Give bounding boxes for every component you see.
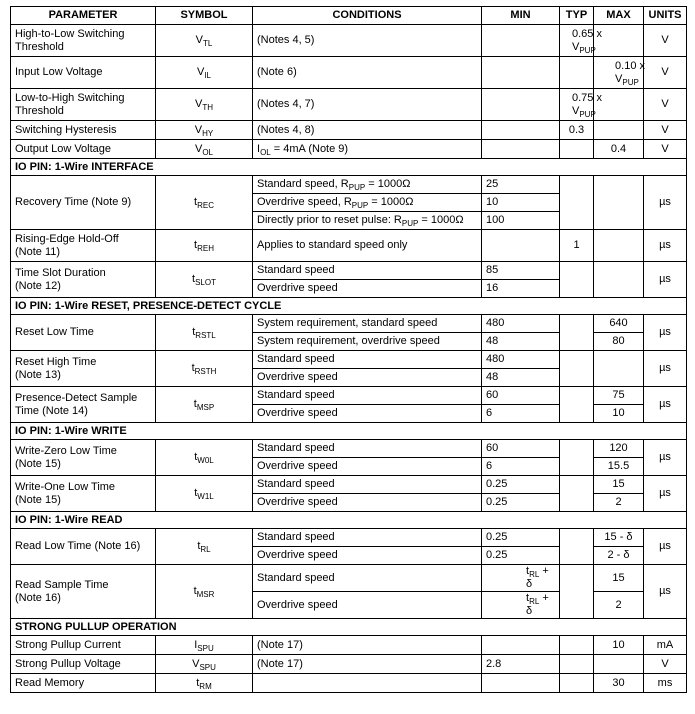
param-line1: Time Slot Duration	[15, 266, 106, 279]
min-text: t	[526, 592, 530, 604]
min-cell: 48	[482, 333, 560, 351]
symbol-text: V	[194, 142, 203, 155]
units-cell: µs	[644, 387, 687, 423]
param-cell: Output Low Voltage	[11, 140, 156, 159]
symbol-subscript: HY	[202, 128, 214, 138]
max-cell	[594, 121, 644, 140]
conditions-cell: Standard speed	[253, 529, 482, 547]
units-cell: µs	[644, 351, 687, 387]
conditions-cell: System requirement, standard speed	[253, 315, 482, 333]
units-cell: µs	[644, 440, 687, 476]
conditions-cell: Overdrive speed	[253, 405, 482, 423]
conditions-cell: Overdrive speed	[253, 592, 482, 619]
max-cell: 75	[594, 387, 644, 405]
section-row-interface	[11, 159, 687, 176]
col-header-conditions: CONDITIONS	[253, 7, 482, 25]
min-text: t	[526, 565, 530, 577]
min-cell: 2.8	[482, 655, 560, 674]
symbol-text: t	[197, 540, 201, 552]
typ-value-line2: V	[572, 40, 580, 53]
symbol-subscript: RL	[200, 545, 211, 554]
max-cell: 10	[594, 405, 644, 423]
symbol-subscript: OL	[202, 147, 213, 157]
param-cell: Recovery Time (Note 9)	[11, 176, 156, 230]
conditions-cell: Standard speed	[253, 476, 482, 494]
max-cell	[594, 351, 644, 387]
symbol-subscript: W1L	[197, 492, 214, 501]
table-row-vspu	[11, 655, 687, 674]
table-row-vol	[11, 140, 687, 159]
table-row-tmsp	[11, 387, 687, 405]
min-subscript: RL	[529, 570, 540, 579]
symbol-subscript: MSP	[196, 403, 215, 412]
conditions-cell: Standard speed	[253, 565, 482, 592]
max-cell: 15	[594, 565, 644, 592]
symbol-cell	[156, 565, 253, 619]
param-line2: Time (Note 14)	[15, 404, 88, 417]
min-cell: 100	[482, 212, 560, 230]
typ-value-line1: 0.75 x	[572, 91, 602, 104]
conditions-cell: System requirement, overdrive speed	[253, 333, 482, 351]
conditions-cell	[253, 212, 482, 230]
min-cell	[482, 140, 560, 159]
section-row-write	[11, 423, 687, 440]
symbol-cell	[156, 674, 253, 693]
symbol-cell	[156, 230, 253, 262]
max-cell: 15.5	[594, 458, 644, 476]
min-cell: 0.25	[482, 476, 560, 494]
units-cell: µs	[644, 315, 687, 351]
min-cell: 0.25	[482, 494, 560, 512]
symbol-text: t	[192, 273, 196, 285]
conditions-cell: (Notes 4, 5)	[253, 25, 482, 57]
table-row-vtl	[11, 25, 687, 57]
typ-cell	[560, 140, 594, 159]
typ-cell	[560, 674, 594, 693]
symbol-text: t	[191, 362, 195, 374]
electrical-characteristics-table	[10, 6, 687, 693]
symbol-subscript: SLOT	[195, 278, 216, 287]
param-line2: (Note 15)	[15, 457, 61, 470]
typ-cell	[560, 440, 594, 476]
conditions-cell: Overdrive speed	[253, 458, 482, 476]
conditions-cell: Standard speed	[253, 440, 482, 458]
max-cell: 120	[594, 440, 644, 458]
symbol-cell	[156, 655, 253, 674]
symbol-text: t	[192, 326, 196, 338]
symbol-cell	[156, 387, 253, 423]
param-cell: Read Memory	[11, 674, 156, 693]
table-row-vil	[11, 57, 687, 89]
min-cell: 60	[482, 387, 560, 405]
conditions-text: I	[257, 142, 261, 155]
param-line1: Write-Zero Low Time	[15, 444, 117, 457]
param-cell: Switching Hysteresis	[11, 121, 156, 140]
param-line2: (Note 12)	[15, 279, 61, 292]
symbol-text: t	[193, 398, 197, 410]
symbol-text: t	[194, 239, 198, 251]
max-cell	[594, 655, 644, 674]
conditions-cell	[253, 674, 482, 693]
symbol-cell	[156, 121, 253, 140]
min-cell	[482, 121, 560, 140]
conditions-cell: Standard speed	[253, 262, 482, 280]
typ-cell	[560, 387, 594, 423]
min-cell	[482, 57, 560, 89]
max-cell: 30	[594, 674, 644, 693]
param-line2: (Note 15)	[15, 493, 61, 506]
max-cell	[594, 176, 644, 230]
symbol-subscript: TH	[202, 103, 213, 112]
section-row-reset	[11, 298, 687, 315]
symbol-subscript: RM	[199, 681, 212, 691]
typ-cell: 0.3	[560, 121, 594, 140]
min-cell	[482, 674, 560, 693]
param-line1: Read Sample Time	[15, 578, 109, 591]
param-line2: (Note 11)	[15, 245, 61, 258]
conditions-text-rest: = 4mA (Note 9)	[270, 142, 349, 155]
min-cell	[482, 636, 560, 655]
param-cell: Read Low Time (Note 16)	[11, 529, 156, 565]
conditions-subscript: PUP	[401, 219, 419, 228]
header-row	[11, 7, 687, 25]
max-cell: 2 - δ	[594, 547, 644, 565]
symbol-cell	[156, 176, 253, 230]
col-header-min: MIN	[482, 7, 560, 25]
max-cell: 15	[594, 476, 644, 494]
min-cell	[482, 565, 560, 592]
param-line2: (Note 13)	[15, 368, 61, 381]
max-cell: 640	[594, 315, 644, 333]
conditions-text: Directly prior to reset pulse: R	[257, 214, 402, 226]
col-header-max: MAX	[594, 7, 644, 25]
col-header-units: UNITS	[644, 7, 687, 25]
units-cell: µs	[644, 565, 687, 619]
section-title: IO PIN: 1-Wire WRITE	[11, 423, 687, 440]
symbol-cell	[156, 140, 253, 159]
typ-cell	[560, 25, 602, 57]
max-cell	[594, 262, 644, 298]
param-cell: Input Low Voltage	[11, 57, 156, 89]
min-cell: 6	[482, 405, 560, 423]
table-row-trm	[11, 674, 687, 693]
symbol-subscript: REC	[197, 201, 214, 210]
min-cell: 0.25	[482, 529, 560, 547]
section-row-pullup	[11, 619, 687, 636]
conditions-cell	[253, 194, 482, 212]
symbol-cell	[156, 57, 253, 89]
conditions-cell: Standard speed	[253, 387, 482, 405]
symbol-text: t	[194, 451, 198, 463]
symbol-cell	[156, 351, 253, 387]
symbol-text: t	[193, 585, 197, 597]
param-cell: Low-to-High Switching Threshold	[11, 89, 156, 121]
conditions-cell: Overdrive speed	[253, 547, 482, 565]
units-cell: V	[644, 655, 687, 674]
param-cell: Strong Pullup Voltage	[11, 655, 156, 674]
max-cell: 2	[594, 592, 644, 619]
typ-value-line1: 0.65 x	[572, 27, 602, 40]
symbol-subscript: REH	[197, 244, 214, 253]
param-cell	[11, 230, 156, 262]
conditions-cell: (Note 17)	[253, 655, 482, 674]
typ-cell	[560, 262, 594, 298]
min-text-rest: + δ	[526, 565, 549, 590]
max-value-subscript: PUP	[622, 77, 639, 87]
table-row-vth	[11, 89, 687, 121]
min-cell: 48	[482, 369, 560, 387]
typ-value-subscript: PUP	[579, 109, 596, 119]
conditions-cell: (Note 6)	[253, 57, 482, 89]
typ-cell: 1	[560, 230, 594, 262]
typ-cell	[560, 315, 594, 351]
min-cell: 16	[482, 280, 560, 298]
symbol-subscript: SPU	[199, 662, 216, 672]
min-cell	[482, 592, 560, 619]
param-line1: Write-One Low Time	[15, 480, 116, 493]
max-cell: 10	[594, 636, 644, 655]
symbol-text: V	[196, 66, 205, 78]
max-cell	[594, 230, 644, 262]
min-text-rest: + δ	[526, 592, 549, 617]
units-cell: V	[644, 89, 687, 121]
min-cell: 0.25	[482, 547, 560, 565]
units-cell: V	[644, 121, 687, 140]
min-cell: 10	[482, 194, 560, 212]
min-cell: 480	[482, 351, 560, 369]
min-cell	[482, 89, 560, 121]
min-cell: 85	[482, 262, 560, 280]
typ-cell	[560, 57, 594, 89]
conditions-text-rest: = 1000Ω	[418, 214, 464, 226]
conditions-cell	[253, 140, 482, 159]
units-cell: mA	[644, 636, 687, 655]
typ-cell	[560, 655, 594, 674]
min-cell: 60	[482, 440, 560, 458]
conditions-cell: (Notes 4, 8)	[253, 121, 482, 140]
symbol-text: V	[195, 34, 203, 46]
symbol-text: V	[192, 657, 200, 670]
typ-cell	[560, 636, 594, 655]
symbol-subscript: IL	[204, 71, 211, 80]
conditions-cell: Overdrive speed	[253, 369, 482, 387]
param-line1: Presence-Detect Sample	[15, 391, 138, 404]
typ-cell	[560, 351, 594, 387]
typ-cell	[560, 89, 602, 121]
min-cell	[482, 25, 560, 57]
conditions-subscript: PUP	[351, 201, 369, 210]
param-cell	[11, 262, 156, 298]
max-cell: 0.4	[594, 140, 644, 159]
symbol-subscript: MSR	[196, 590, 215, 599]
min-cell: 6	[482, 458, 560, 476]
units-cell: µs	[644, 476, 687, 512]
conditions-cell: Applies to standard speed only	[253, 230, 482, 262]
symbol-cell	[156, 440, 253, 476]
typ-cell	[560, 529, 594, 565]
table-row-trstl	[11, 315, 687, 333]
conditions-text-rest: = 1000Ω	[365, 178, 411, 190]
param-cell	[11, 565, 156, 619]
symbol-text: t	[194, 487, 198, 499]
symbol-text: t	[194, 196, 198, 208]
conditions-subscript: PUP	[348, 183, 366, 192]
table-row-tslot	[11, 262, 687, 280]
table-row-ispu	[11, 636, 687, 655]
conditions-cell: (Notes 4, 7)	[253, 89, 482, 121]
table-row-tw0l	[11, 440, 687, 458]
symbol-subscript: TL	[203, 39, 213, 48]
max-value-line2: V	[615, 72, 623, 85]
col-header-symbol: SYMBOL	[156, 7, 253, 25]
units-cell: µs	[644, 230, 687, 262]
symbol-text: V	[194, 98, 203, 110]
symbol-text: V	[194, 123, 203, 136]
param-line2: (Note 16)	[15, 591, 61, 604]
section-title: IO PIN: 1-Wire INTERFACE	[11, 159, 687, 176]
param-cell	[11, 440, 156, 476]
max-cell: 80	[594, 333, 644, 351]
section-row-read	[11, 512, 687, 529]
conditions-cell: Overdrive speed	[253, 280, 482, 298]
table-row-tw1l	[11, 476, 687, 494]
table-row-tmsr	[11, 565, 687, 592]
symbol-cell	[156, 476, 253, 512]
param-cell	[11, 476, 156, 512]
symbol-cell	[156, 529, 253, 565]
param-cell: High-to-Low Switching Threshold	[11, 25, 156, 57]
conditions-cell: Overdrive speed	[253, 494, 482, 512]
max-cell: 2	[594, 494, 644, 512]
typ-value-subscript: PUP	[579, 45, 596, 55]
units-cell: ms	[644, 674, 687, 693]
symbol-cell	[156, 315, 253, 351]
col-header-parameter: PARAMETER	[11, 7, 156, 25]
units-cell: µs	[644, 529, 687, 565]
symbol-text: I	[194, 638, 198, 651]
table-row-trec	[11, 176, 687, 194]
units-cell: V	[644, 140, 687, 159]
min-cell: 480	[482, 315, 560, 333]
typ-cell	[560, 176, 594, 230]
symbol-cell	[156, 636, 253, 655]
symbol-subscript: W0L	[197, 456, 214, 465]
conditions-cell: (Note 17)	[253, 636, 482, 655]
symbol-cell	[156, 262, 253, 298]
max-cell: 15 - δ	[594, 529, 644, 547]
units-cell: V	[644, 57, 687, 89]
param-cell: Reset Low Time	[11, 315, 156, 351]
param-line1: Rising-Edge Hold-Off	[15, 232, 119, 245]
section-title: IO PIN: 1-Wire RESET, PRESENCE-DETECT CYCLE	[11, 298, 687, 315]
units-cell: µs	[644, 262, 687, 298]
table-row-trl	[11, 529, 687, 547]
min-cell	[482, 230, 560, 262]
max-value-line1: 0.10 x	[615, 59, 645, 72]
param-cell	[11, 387, 156, 423]
table-row-treh	[11, 230, 687, 262]
typ-cell	[560, 565, 594, 619]
symbol-subscript: RSTH	[194, 367, 217, 376]
table-row-trsth	[11, 351, 687, 369]
section-title: IO PIN: 1-Wire READ	[11, 512, 687, 529]
symbol-text: t	[196, 676, 200, 689]
symbol-cell	[156, 89, 253, 121]
table-row-vhy	[11, 121, 687, 140]
col-header-typ: TYP	[560, 7, 594, 25]
symbol-subscript: SPU	[197, 643, 214, 653]
param-cell	[11, 351, 156, 387]
conditions-text: Overdrive speed, R	[257, 196, 352, 208]
conditions-subscript: OL	[260, 147, 271, 157]
units-cell: V	[644, 25, 687, 57]
units-cell: µs	[644, 176, 687, 230]
conditions-cell: Standard speed	[253, 351, 482, 369]
conditions-cell	[253, 176, 482, 194]
typ-value-line2: V	[572, 104, 580, 117]
symbol-cell	[156, 25, 253, 57]
min-cell: 25	[482, 176, 560, 194]
section-title: STRONG PULLUP OPERATION	[11, 619, 687, 636]
symbol-subscript: RSTL	[195, 331, 216, 340]
max-cell	[594, 57, 644, 89]
typ-cell	[560, 476, 594, 512]
param-line1: Reset High Time	[15, 355, 97, 368]
min-subscript: RL	[529, 597, 540, 606]
conditions-text-rest: = 1000Ω	[368, 196, 414, 208]
conditions-text: Standard speed, R	[257, 178, 349, 190]
param-cell: Strong Pullup Current	[11, 636, 156, 655]
